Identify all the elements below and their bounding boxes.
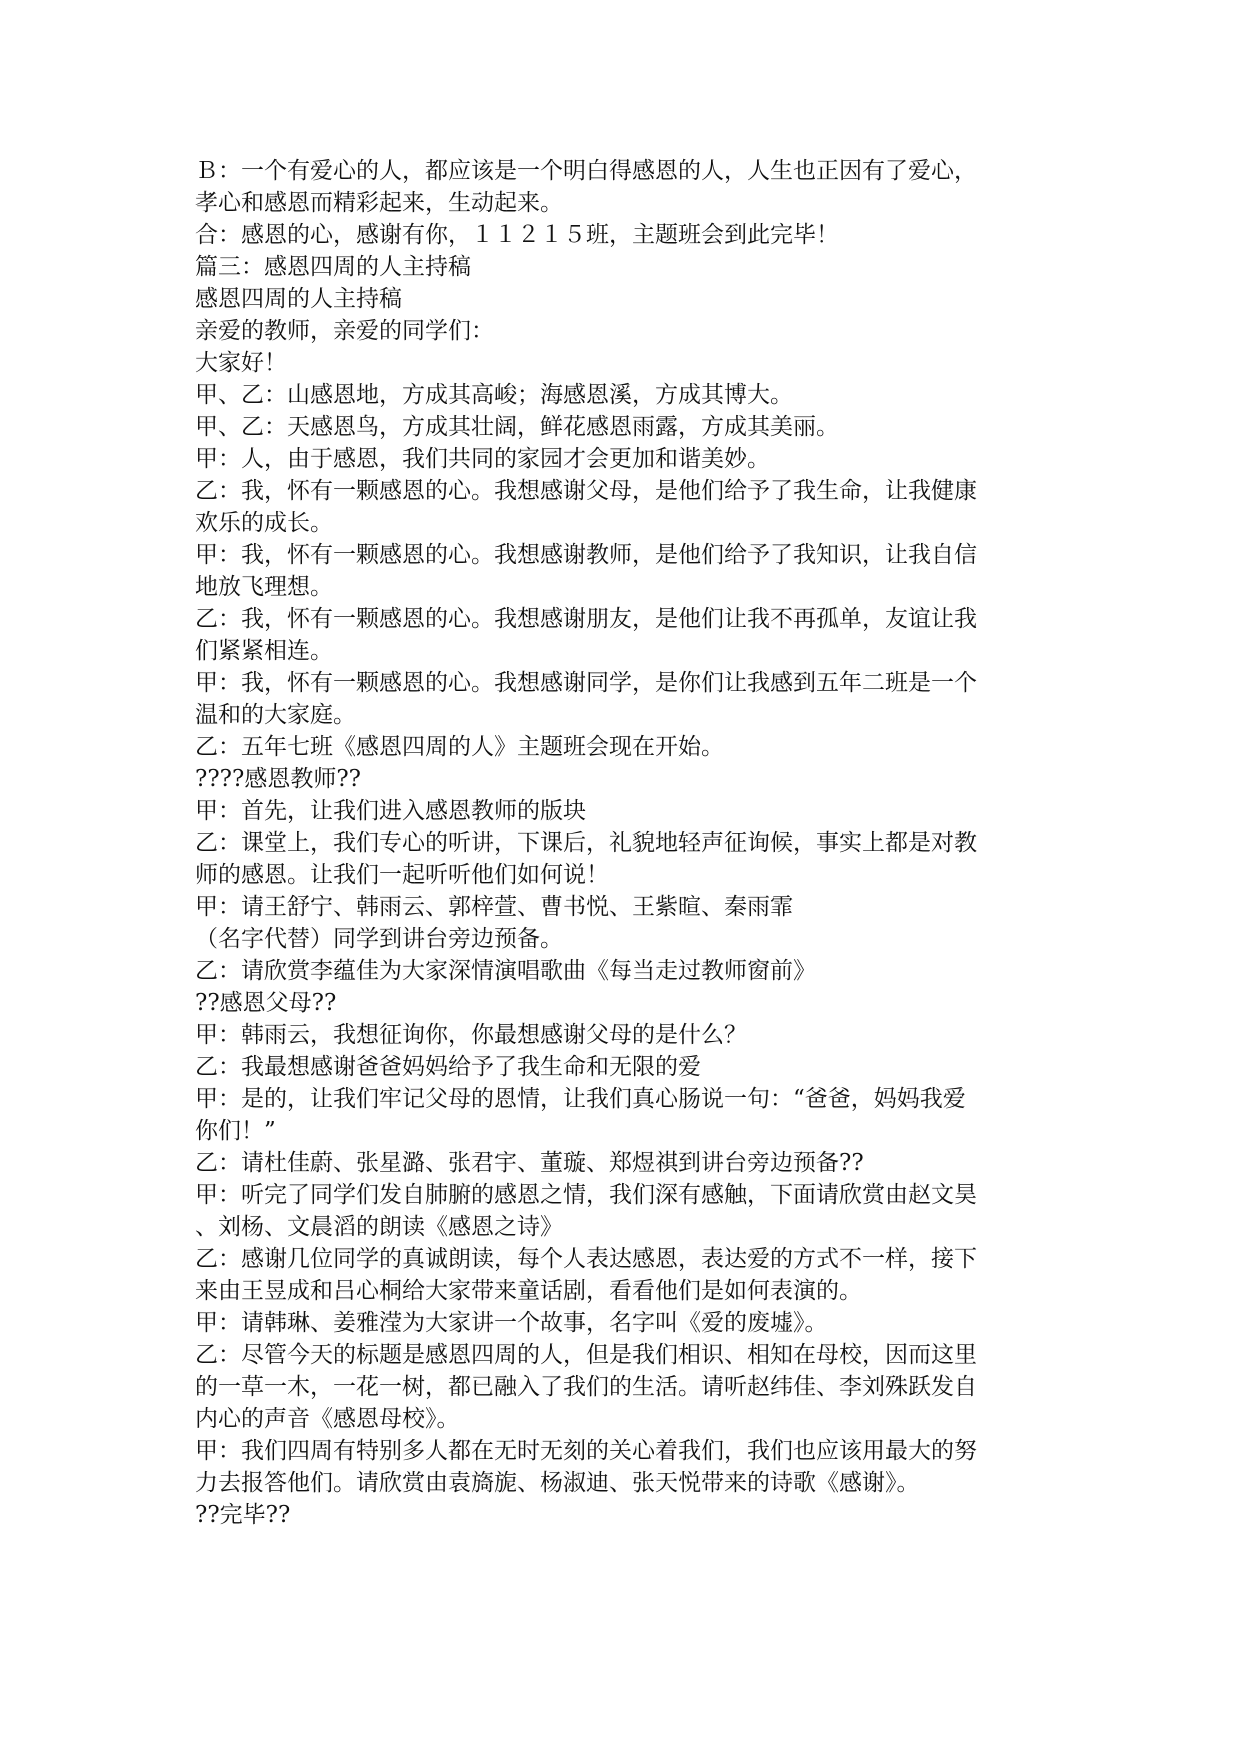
text-line: 乙：我最想感谢爸爸妈妈给予了我生命和无限的爱	[195, 1054, 701, 1080]
text-line: 甲：请王舒宁、韩雨云、郭梓萱、曹书悦、王紫暄、秦雨霏	[195, 894, 793, 920]
text-line: 合：感恩的心，感谢有你，１１２１５班，主题班会到此完毕！	[195, 222, 839, 248]
text-line: 甲：我，怀有一颗感恩的心。我想感谢同学，是你们让我感到五年二班是一个	[195, 670, 977, 696]
text-line: 师的感恩。让我们一起听听他们如何说！	[195, 862, 609, 888]
text-line: 、刘杨、文晨滔的朗读《感恩之诗》	[195, 1214, 563, 1240]
section-marker: ??感恩父母??	[195, 990, 337, 1016]
text-line: 欢乐的成长。	[195, 510, 333, 536]
section-heading: 篇三：感恩四周的人主持稿	[195, 254, 471, 280]
section-marker: ??完毕??	[195, 1502, 291, 1528]
text-line: 乙：我，怀有一颗感恩的心。我想感谢父母，是他们给予了我生命，让我健康	[195, 478, 977, 504]
text-line: 甲、乙：山感恩地，方成其高峻；海感恩溪，方成其博大。	[195, 382, 793, 408]
text-line: 温和的大家庭。	[195, 702, 356, 728]
text-line: 你们！”	[195, 1118, 276, 1144]
document-body	[195, 155, 1075, 1531]
text-line: 甲：首先，让我们进入感恩教师的版块	[195, 798, 586, 824]
text-line: 甲：我，怀有一颗感恩的心。我想感谢教师，是他们给予了我知识，让我自信	[195, 542, 977, 568]
text-line: Ｂ：一个有爱心的人，都应该是一个明白得感恩的人，人生也正因有了爱心，	[195, 158, 977, 184]
text-line: 甲：韩雨云，我想征询你，你最想感谢父母的是什么？	[195, 1022, 747, 1048]
text-line: 亲爱的教师，亲爱的同学们：	[195, 318, 494, 344]
text-line: 们紧紧相连。	[195, 638, 333, 664]
text-line: 乙：五年七班《感恩四周的人》主题班会现在开始。	[195, 734, 724, 760]
text-line: 甲：请韩琳、姜雅滢为大家讲一个故事，名字叫《爱的废墟》。	[195, 1310, 828, 1336]
text-line: 乙：请欣赏李蕴佳为大家深情演唱歌曲《每当走过教师窗前》	[195, 958, 816, 984]
text-line: 甲：听完了同学们发自肺腑的感恩之情，我们深有感触，下面请欣赏由赵文昊	[195, 1182, 977, 1208]
text-line: 乙：我，怀有一颗感恩的心。我想感谢朋友，是他们让我不再孤单，友谊让我	[195, 606, 977, 632]
section-marker: ????感恩教师??	[195, 766, 361, 792]
text-line: 地放飞理想。	[195, 574, 333, 600]
text-line: 乙：感谢几位同学的真诚朗读，每个人表达感恩，表达爱的方式不一样，接下	[195, 1246, 977, 1272]
text-line: 甲：人，由于感恩，我们共同的家园才会更加和谐美妙。	[195, 446, 770, 472]
text-line: 甲、乙：天感恩鸟，方成其壮阔，鲜花感恩雨露，方成其美丽。	[195, 414, 839, 440]
text-line: 来由王昱成和吕心桐给大家带来童话剧，看看他们是如何表演的。	[195, 1278, 862, 1304]
text-line: 大家好！	[195, 350, 287, 376]
text-line: 孝心和感恩而精彩起来，生动起来。	[195, 190, 563, 216]
document-title: 感恩四周的人主持稿	[195, 286, 402, 312]
text-line: 内心的声音《感恩母校》。	[195, 1406, 460, 1432]
text-line: 乙：课堂上，我们专心的听讲，下课后，礼貌地轻声征询候，事实上都是对教	[195, 830, 977, 856]
text-line: 力去报答他们。请欣赏由袁旖旎、杨淑迪、张天悦带来的诗歌《感谢》。	[195, 1470, 920, 1496]
text-line: 甲：是的，让我们牢记父母的恩情，让我们真心肠说一句：“爸爸，妈妈我爱	[195, 1086, 966, 1112]
text-line: 的一草一木，一花一树，都已融入了我们的生活。请听赵纬佳、李刘殊跃发自	[195, 1374, 977, 1400]
text-line: 甲：我们四周有特别多人都在无时无刻的关心着我们，我们也应该用最大的努	[195, 1438, 977, 1464]
text-line: 乙：尽管今天的标题是感恩四周的人，但是我们相识、相知在母校，因而这里	[195, 1342, 977, 1368]
text-line: （名字代替）同学到讲台旁边预备。	[195, 926, 563, 952]
text-line: 乙：请杜佳蔚、张星潞、张君宇、董璇、郑煜祺到讲台旁边预备??	[195, 1150, 864, 1176]
